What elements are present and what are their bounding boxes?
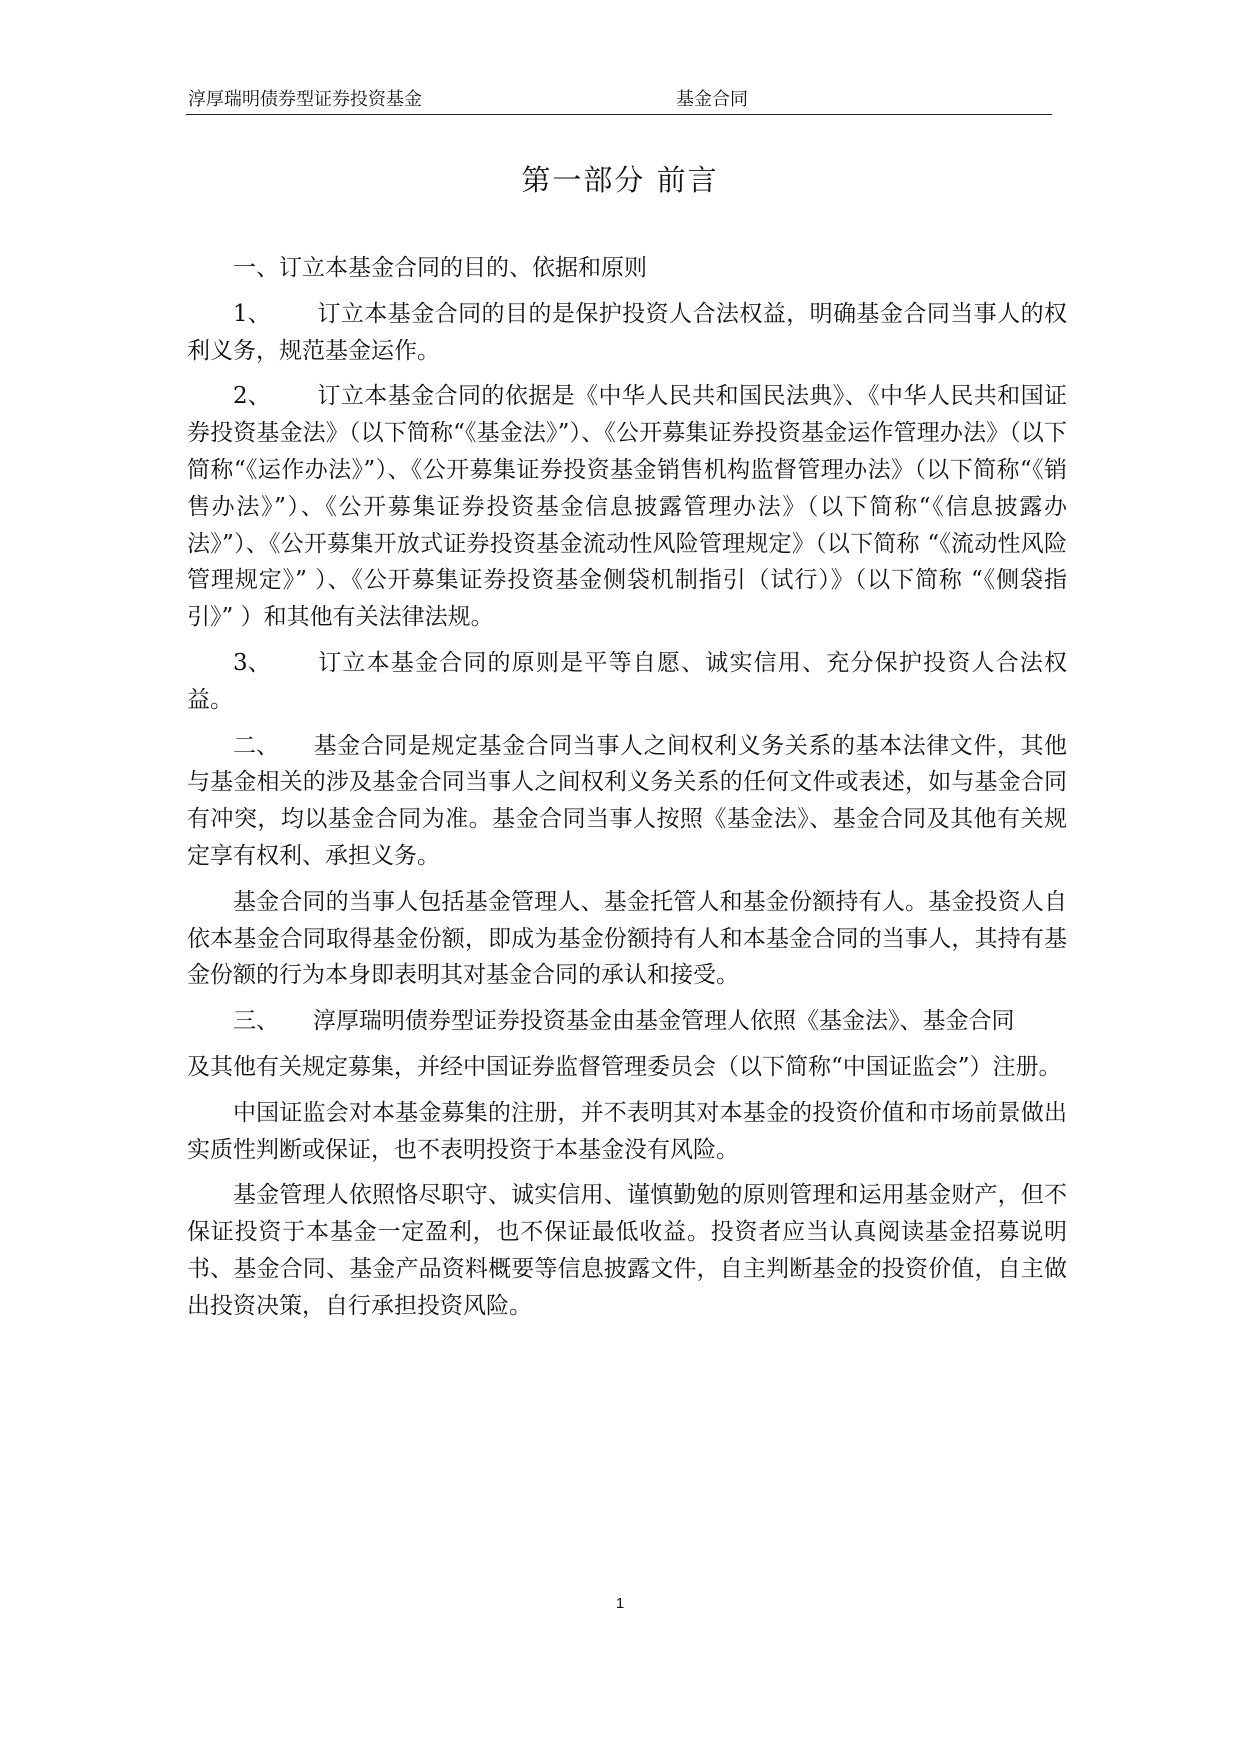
paragraph-item-3 <box>187 645 1067 719</box>
paragraph-item-2 <box>187 378 1067 636</box>
section-3-text: 淳厚瑞明债券型证券投资基金由基金管理人依照《基金法》、基金合同 <box>313 1008 1015 1035</box>
paragraph-section-2 <box>187 728 1067 875</box>
paragraph-csrc-registration: 中国证监会对本基金募集的注册，并不表明其对本基金的投资价值和市场前景做出实质性判断或保证，也不表明投资于本基金没有风险。 <box>187 1099 1067 1163</box>
section-3-number: 三、 <box>233 1008 279 1035</box>
item-1-text: 订立本基金合同的目的是保护投资人合法权益，明确基金合同当事人的权利义务，规范基金运作。 <box>187 300 1067 364</box>
item-3-text: 订立本基金合同的原则是平等自愿、诚实信用、充分保护投资人合法权益。 <box>187 649 1067 713</box>
item-2-text: 订立本基金合同的依据是《中华人民共和国民法典》、《中华人民共和国证券投资基金法》（以下简称“《基金法》”）、《公开募集证券投资基金运作管理办法》（以下简称“《运作办法》”）、《公开募集证券投资基金销售机构监督管理办法》（以下简称“《销售办法》”）、《公开募集证券投资基金信息披露管理办法》（以下简称“《信息披露办法》”）、《公开募集开放式证券投资基金流动性风险管理规定》（以下简称 “《流动性风险管理规定》” ）、《公开募集证券投资基金侧袋机制指引（试行）》（以下简称 “《侧袋指引》” ）和其他有关法律法规。 <box>187 383 1067 631</box>
section-1-heading: 一、订立本基金合同的目的、依据和原则 <box>233 255 647 281</box>
item-3-number: 3、 <box>233 649 271 676</box>
paragraph-section-3 <box>187 1003 1067 1040</box>
paragraph-risk-disclosure: 基金管理人依照恪尽职守、诚实信用、谨慎勤勉的原则管理和运用基金财产，但不保证投资于本基金一定盈利，也不保证最低收益。投资者应当认真阅读基金招募说明书、基金合同、基金产品资料概要等信息披露文件，自主判断基金的投资价值，自主做出投资决策，自行承担投资风险。 <box>187 1182 1067 1319</box>
page-number: 1 <box>615 1595 625 1612</box>
paragraph-section-2-parties: 基金合同的当事人包括基金管理人、基金托管人和基金份额持有人。基金投资人自依本基金合同取得基金份额，即成为基金份额持有人和本基金合同的当事人，其持有基金份额的行为本身即表明其对基金合同的承认和接受。 <box>187 888 1067 989</box>
item-2-number: 2、 <box>233 383 271 410</box>
paragraph-section-3-continued: 及其他有关规定募集，并经中国证券监督管理委员会（以下简称“中国证监会”）注册。 <box>187 1053 1062 1080</box>
page-header <box>186 88 1052 115</box>
page-title: 第一部分 前言 <box>521 163 719 197</box>
paragraph-item-1 <box>187 296 1067 370</box>
section-2-number: 二、 <box>233 732 279 759</box>
item-1-number: 1、 <box>233 300 271 327</box>
document-body <box>187 250 1067 1325</box>
header-fund-name: 淳厚瑞明债券型证券投资基金 <box>188 89 422 110</box>
section-2-text: 基金合同是规定基金合同当事人之间权利义务关系的基本法律文件，其他与基金相关的涉及基金合同当事人之间权利义务关系的任何文件或表述，如与基金合同有冲突，均以基金合同为准。基金合同当事人按照《基金法》、基金合同及其他有关规定享有权利、承担义务。 <box>187 732 1067 869</box>
header-doc-type: 基金合同 <box>676 89 748 110</box>
